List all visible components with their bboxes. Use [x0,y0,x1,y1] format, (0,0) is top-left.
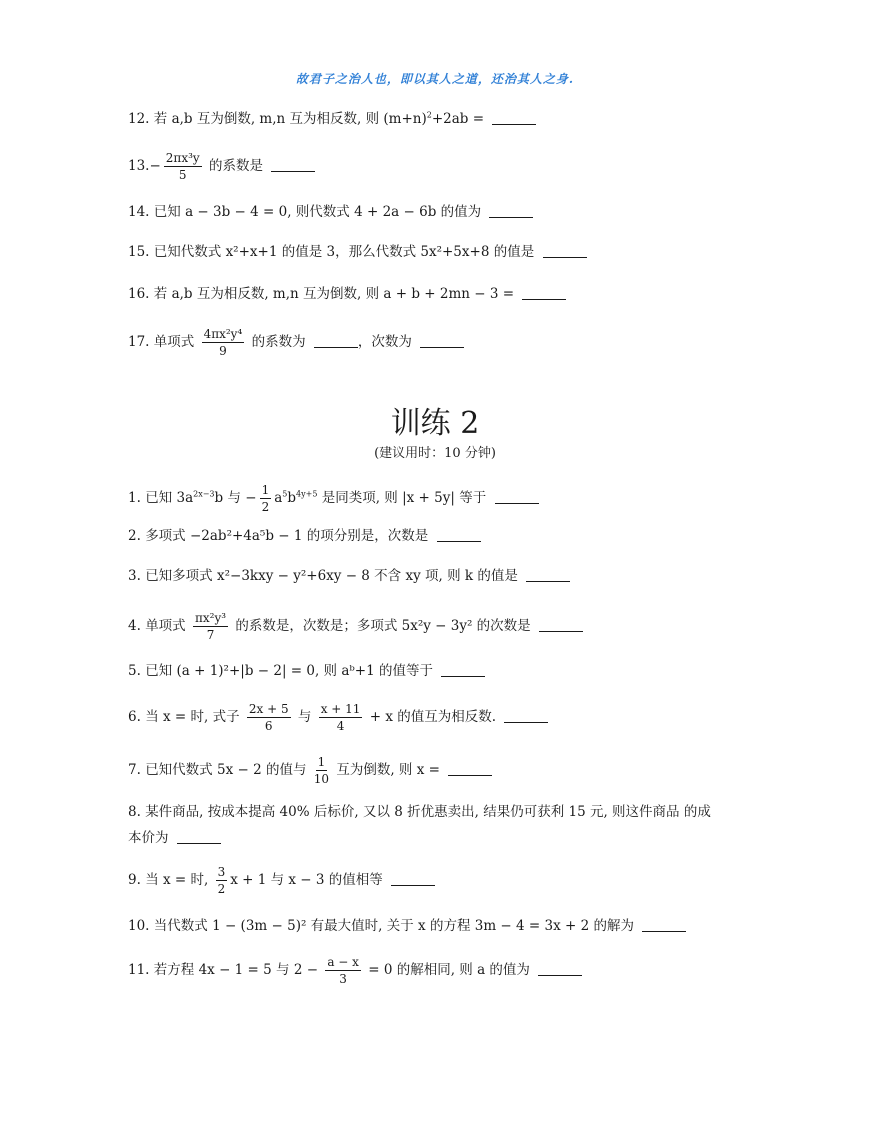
answer-blank[interactable] [391,885,435,886]
question-number: 10. [128,918,150,934]
answer-blank[interactable] [420,347,464,348]
question-number: 11. [128,962,150,978]
question-number: 16. [128,286,150,302]
question-7: 7. 已知代数式 5x − 2 的值与 $\frac{1}{10}$ 互为倒数, 则 x = [128,756,492,785]
question-text: 的系数为 [247,334,310,350]
question-number: 5. [128,663,141,679]
question-number: 15. [128,244,150,260]
answer-blank[interactable] [526,581,570,582]
question-16 [128,288,566,302]
question-2 [128,530,481,544]
question-number: 14. [128,204,150,220]
question-number: 8. [128,804,141,820]
fraction: $\frac{\text{πx²y³}}{7}$ [194,611,227,642]
question-text: +2ab = [431,111,489,127]
question-text: 某件商品, 按成本提高 40% 后标价, 又以 8 折优惠卖出, 结果仍可获利 15 元, 则这件商品 的成 [145,804,711,820]
fraction: $\frac{2x + 5}{6}$ [248,702,289,733]
fraction: $\frac{1}{2}$ [261,483,270,514]
fraction: $\frac{x + 11}{4}$ [320,702,361,733]
answer-blank[interactable] [177,843,221,844]
question-number: 4. [128,618,141,634]
exponent: 2 [426,110,432,120]
question-6: 6. 当 x = 时, 式子 $\frac{2x + 5}{6}$ 与 $\frac{x + 11}{4}$ + x 的值互为相反数. [128,703,548,732]
fraction: $\frac{\text{4πx²y⁴}}{9}$ [203,327,243,358]
question-text: 已知多项式 x²−3kxy − y²+6xy − 8 不含 xy 项, 则 k 的值是 [145,568,523,584]
question-text: 当代数式 1 − (3m − 5)² 有最大值时, 关于 x 的方程 3m − 4 = 3x + 2 的解为 [153,918,639,934]
question-text: 已知 a − 3b − 4 = 0, 则代数式 4 + 2a − 6b 的值为 [153,204,486,220]
fraction: $\frac{a - x}{3}$ [327,955,359,986]
question-text: 若 a,b 互为倒数, m,n 互为相反数, 则 (m+n) [153,111,427,127]
answer-blank[interactable] [495,503,539,504]
answer-blank[interactable] [504,722,548,723]
question-number: 1. [128,490,141,506]
answer-blank[interactable] [271,171,315,172]
question-number: 6. [128,709,141,725]
question-number: 17. [128,334,150,350]
question-text: 已知代数式 x²+x+1 的值是 3，那么代数式 5x²+5x+8 的值是 [153,244,539,260]
fraction: $\frac{\text{2πx³y}}{5}$ [165,151,200,182]
question-8 [128,806,711,820]
answer-blank[interactable] [489,217,533,218]
section-subtitle: (建议用时：10 分钟) [374,446,496,461]
question-10 [128,920,686,934]
answer-blank[interactable] [492,124,536,125]
question-number: 7. [128,762,141,778]
question-text: ，次数为 [357,334,417,350]
question-1: 1. 已知 $3a^{2x-3}b$ 与 − $\frac{1}{2}$ $a^5b^{4y+5}$ 是同类项, 则 |x + 5y| 等于 [128,484,539,513]
section-title: 训练 2 [390,406,480,441]
question-number: 3. [128,568,141,584]
question-12 [128,110,536,127]
question-11: 11. 若方程 4x − 1 = 5 与 2 − $\frac{a - x}{3}$ = 0 的解相同, 则 a 的值为 [128,956,582,985]
question-text: 的系数是 [204,158,268,174]
answer-blank[interactable] [538,975,582,976]
fraction: $\frac{1}{10}$ [313,755,330,786]
answer-blank[interactable] [448,775,492,776]
question-8-continued [128,832,221,846]
answer-blank[interactable] [642,931,686,932]
question-15 [128,246,587,260]
question-3 [128,570,570,584]
question-17 [128,328,464,357]
question-number: 12. [128,111,150,127]
question-text: 本价为 [128,830,173,846]
fraction: $\frac{3}{2}$ [217,865,226,896]
question-number: 9. [128,872,141,888]
answer-blank[interactable] [314,347,358,348]
question-text: 单项式 [153,334,199,350]
question-5 [128,665,485,679]
question-text: 多项式 −2ab²+4a⁵b − 1 的项分别是，次数是 [145,528,433,544]
header-motto: 故君子之治人也，即以其人之道，还治其人之身. [295,72,575,86]
question-number: 13. [128,158,150,174]
question-9: 9. 当 x = 时, $\frac{3}{2}$ x + 1 与 x − 3 的值相等 [128,866,435,895]
question-13: 13.− $\frac{\text{2πx³y}}{5}$ 的系数是 [128,152,315,181]
question-4: 4. 单项式 $\frac{\text{πx²y³}}{7}$ 的系数是，次数是；多项式 5x²y − 3y² 的次数是 [128,612,583,641]
question-text: 已知 (a + 1)²+|b − 2| = 0, 则 aᵇ+1 的值等于 [145,663,438,679]
question-14 [128,206,533,220]
question-number: 2. [128,528,141,544]
answer-blank[interactable] [539,631,583,632]
answer-blank[interactable] [441,676,485,677]
answer-blank[interactable] [543,257,587,258]
question-text: 若 a,b 互为相反数, m,n 互为倒数, 则 a + b + 2mn − 3 = [153,286,519,302]
answer-blank[interactable] [437,541,481,542]
answer-blank[interactable] [522,299,566,300]
